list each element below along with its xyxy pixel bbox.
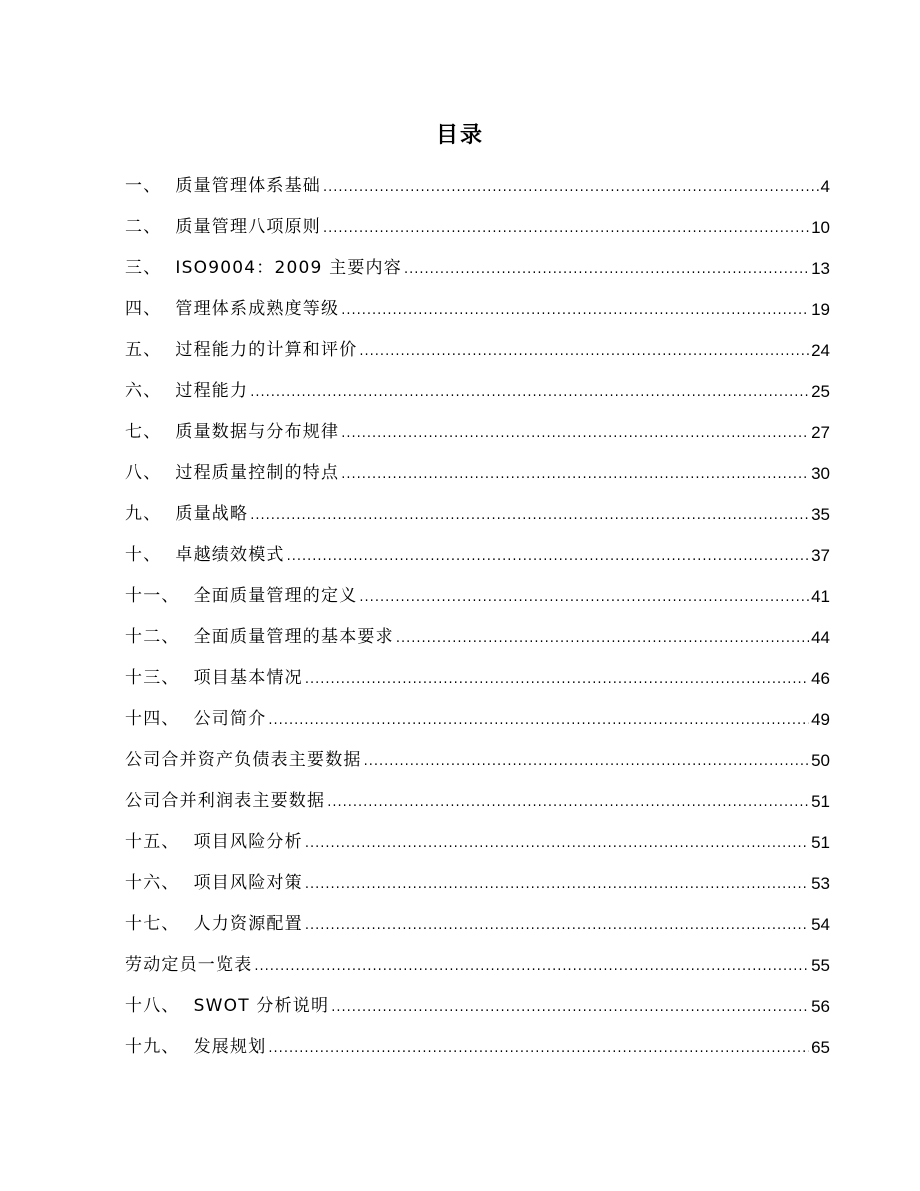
toc-entry-title (125, 904, 303, 945)
toc-entry-page-number: 51 (811, 833, 830, 852)
toc-dot-leader (254, 945, 809, 986)
toc-entry-label: 公司合并利润表主要数据 (125, 791, 326, 811)
toc-entry-label: 劳动定员一览表 (125, 955, 253, 975)
toc-entry-label: 质量战略 (175, 504, 249, 524)
toc-dot-leader (305, 658, 809, 699)
toc-entry-label: 质量数据与分布规律 (175, 422, 340, 442)
toc-entry-label: 过程能力 (175, 381, 249, 401)
toc-entry-page-number: 35 (811, 505, 830, 524)
toc-dot-leader (268, 1027, 809, 1068)
toc-entry-number: 十五、 (125, 832, 180, 852)
toc-entry-label: 全面质量管理的定义 (193, 586, 358, 606)
toc-entry-page-number: 54 (811, 915, 830, 934)
toc-entry-page-number: 53 (811, 874, 830, 893)
toc-entry-title (125, 535, 285, 576)
toc-entry-page-number: 49 (811, 710, 830, 729)
toc-list (125, 166, 830, 1068)
toc-entry-title (125, 412, 339, 453)
toc-entry-label: 质量管理八项原则 (175, 217, 322, 237)
toc-entry[interactable] (125, 1027, 830, 1068)
toc-dot-leader (305, 863, 809, 904)
toc-entry-page-number: 19 (811, 300, 830, 319)
toc-entry-page-number: 24 (811, 341, 830, 360)
toc-dot-leader (268, 699, 809, 740)
toc-dot-leader (359, 576, 809, 617)
toc-dot-leader (331, 986, 809, 1027)
toc-entry-label: SWOT 分析说明 (193, 996, 330, 1016)
toc-dot-leader (323, 166, 819, 207)
toc-entry-title (125, 1027, 266, 1068)
toc-entry-page-number: 25 (811, 382, 830, 401)
toc-entry-number: 十九、 (125, 1037, 180, 1057)
toc-dot-leader (323, 207, 809, 248)
toc-entry-title (125, 248, 402, 289)
toc-entry-title (125, 166, 321, 207)
toc-entry-number: 十四、 (125, 709, 180, 729)
toc-entry-title (125, 986, 329, 1027)
toc-entry-page-number: 10 (811, 218, 830, 237)
toc-entry-title (125, 576, 357, 617)
toc-entry-label: 过程质量控制的特点 (175, 463, 340, 483)
toc-dot-leader (396, 617, 809, 658)
toc-entry[interactable] (125, 535, 830, 576)
toc-entry-number: 十二、 (125, 627, 180, 647)
toc-entry-number: 七、 (125, 422, 162, 442)
toc-entry-label: 人力资源配置 (193, 914, 303, 934)
toc-entry-label: ISO9004：2009 主要内容 (175, 258, 402, 278)
toc-entry-title (125, 945, 252, 986)
toc-entry[interactable] (125, 863, 830, 904)
toc-dot-leader (359, 330, 809, 371)
toc-entry-page-number: 46 (811, 669, 830, 688)
toc-entry-title (125, 617, 394, 658)
toc-dot-leader (250, 371, 809, 412)
toc-entry-title (125, 453, 339, 494)
toc-entry-page-number: 65 (811, 1038, 830, 1057)
toc-entry-label: 质量管理体系基础 (175, 176, 322, 196)
toc-entry-label: 发展规划 (193, 1037, 267, 1057)
toc-entry-label: 项目风险分析 (193, 832, 303, 852)
toc-entry[interactable] (125, 822, 830, 863)
toc-dot-leader (287, 535, 809, 576)
toc-entry-title (125, 330, 357, 371)
toc-entry[interactable] (125, 699, 830, 740)
toc-entry-number: 四、 (125, 299, 162, 319)
toc-dot-leader (305, 904, 809, 945)
toc-entry[interactable] (125, 781, 830, 822)
toc-entry[interactable] (125, 576, 830, 617)
toc-entry-page-number: 55 (811, 956, 830, 975)
toc-entry[interactable] (125, 740, 830, 781)
toc-entry-title (125, 371, 248, 412)
toc-entry[interactable] (125, 494, 830, 535)
toc-dot-leader (341, 412, 809, 453)
toc-entry[interactable] (125, 207, 830, 248)
toc-entry-label: 项目基本情况 (193, 668, 303, 688)
toc-entry-page-number: 27 (811, 423, 830, 442)
toc-entry[interactable] (125, 986, 830, 1027)
toc-entry-page-number: 37 (811, 546, 830, 565)
toc-entry-label: 项目风险对策 (193, 873, 303, 893)
toc-entry-label: 卓越绩效模式 (175, 545, 285, 565)
toc-entry-label: 公司合并资产负债表主要数据 (125, 750, 362, 770)
toc-dot-leader (364, 740, 809, 781)
toc-entry-number: 五、 (125, 340, 162, 360)
toc-entry-title (125, 781, 325, 822)
toc-entry-page-number: 51 (811, 792, 830, 811)
toc-entry-number: 三、 (125, 258, 162, 278)
toc-entry-number: 十三、 (125, 668, 180, 688)
toc-entry-title (125, 863, 303, 904)
toc-entry-page-number: 13 (811, 259, 830, 278)
toc-entry-title (125, 658, 303, 699)
toc-entry-number: 十六、 (125, 873, 180, 893)
toc-entry-number: 六、 (125, 381, 162, 401)
toc-dot-leader (341, 289, 809, 330)
toc-entry[interactable] (125, 412, 830, 453)
toc-entry-title (125, 699, 266, 740)
toc-entry-number: 十、 (125, 545, 162, 565)
toc-entry[interactable] (125, 248, 830, 289)
toc-entry-page-number: 50 (811, 751, 830, 770)
toc-title: 目录 (435, 123, 484, 148)
toc-entry[interactable] (125, 330, 830, 371)
toc-entry[interactable] (125, 371, 830, 412)
toc-entry-label: 过程能力的计算和评价 (175, 340, 358, 360)
toc-dot-leader (305, 822, 809, 863)
toc-entry-number: 二、 (125, 217, 162, 237)
toc-entry-number: 八、 (125, 463, 162, 483)
toc-entry-label: 管理体系成熟度等级 (175, 299, 340, 319)
toc-entry[interactable] (125, 658, 830, 699)
toc-entry-title (125, 207, 321, 248)
toc-entry[interactable] (125, 166, 830, 207)
toc-entry[interactable] (125, 617, 830, 658)
toc-entry-number: 十一、 (125, 586, 180, 606)
toc-entry[interactable] (125, 945, 830, 986)
toc-dot-leader (404, 248, 809, 289)
toc-entry-page-number: 41 (811, 587, 830, 606)
toc-entry-number: 十八、 (125, 996, 180, 1016)
toc-entry[interactable] (125, 453, 830, 494)
toc-entry-page-number: 4 (820, 177, 830, 196)
toc-entry-page-number: 56 (811, 997, 830, 1016)
toc-entry-page-number: 30 (811, 464, 830, 483)
toc-entry-label: 全面质量管理的基本要求 (193, 627, 394, 647)
toc-entry-title (125, 289, 339, 330)
toc-entry-label: 公司简介 (193, 709, 267, 729)
toc-entry-title (125, 740, 362, 781)
toc-dot-leader (327, 781, 809, 822)
toc-entry-title (125, 494, 248, 535)
toc-entry-number: 九、 (125, 504, 162, 524)
toc-entry-title (125, 822, 303, 863)
toc-entry-number: 一、 (125, 176, 162, 196)
toc-entry[interactable] (125, 904, 830, 945)
toc-entry[interactable] (125, 289, 830, 330)
toc-entry-number: 十七、 (125, 914, 180, 934)
toc-dot-leader (341, 453, 809, 494)
toc-entry-page-number: 44 (811, 628, 830, 647)
toc-dot-leader (250, 494, 809, 535)
